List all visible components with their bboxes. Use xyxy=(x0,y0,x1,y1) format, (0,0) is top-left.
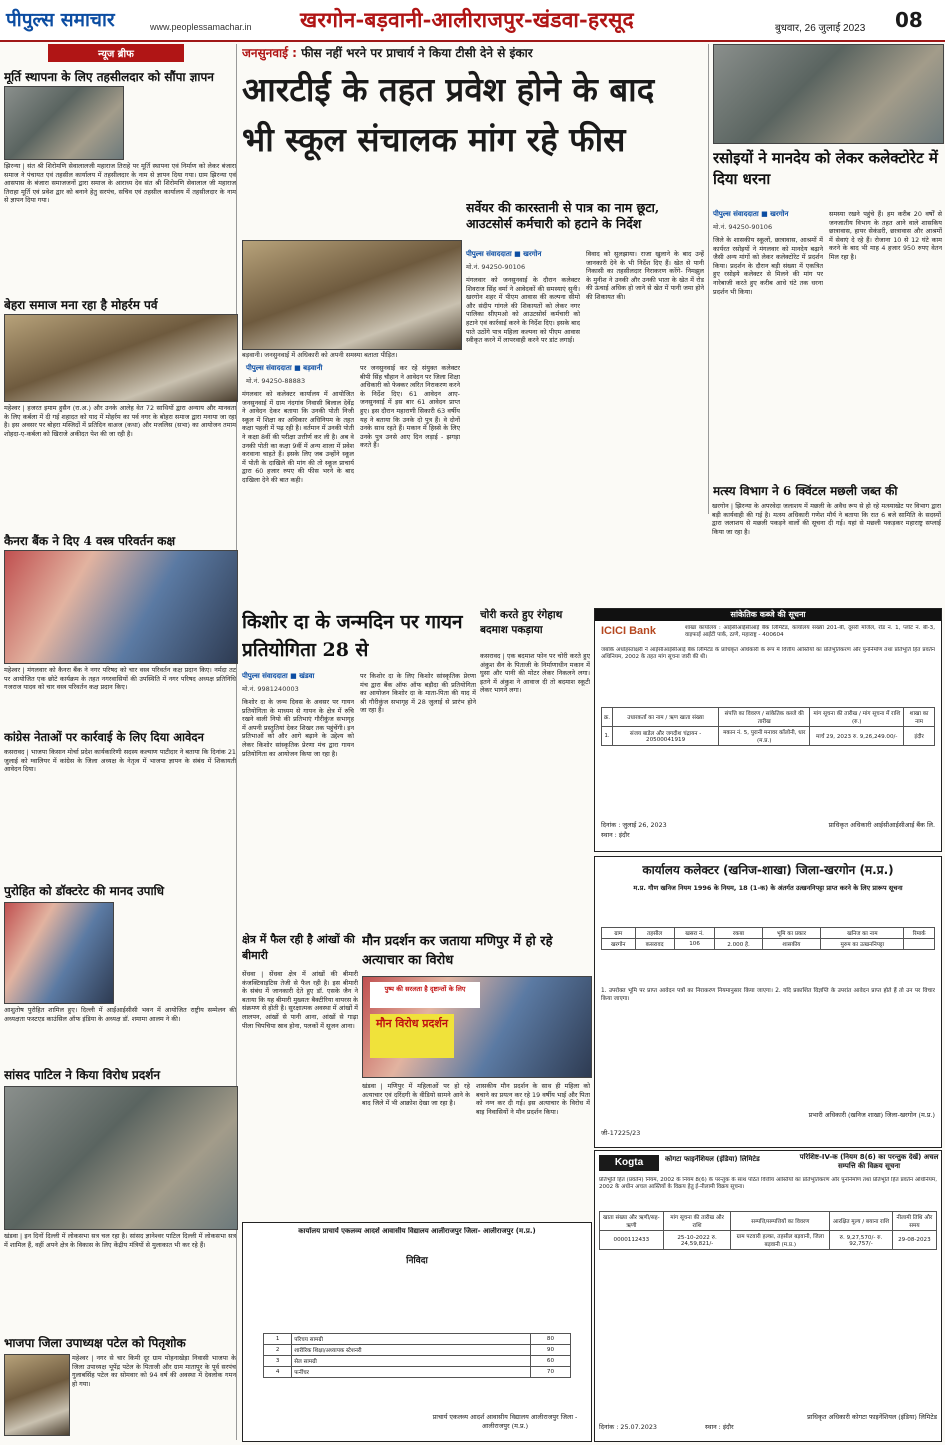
icici-signature: प्राधिकृत अधिकारी आईसीआईसीआई बैंक लि. xyxy=(828,821,935,829)
theft-body: कसरावद | एक बदमाश फोन पर चोरी करते हुए अंकुश सैन के पिताजी के निर्माणाधीन मकान में घुसा और पानी की मोटर लेकर निकलने लगा। इतने में अंकुश ने आवाज दी तो बदमाश स्कूटी लेकर भागने लगा। xyxy=(480,652,590,695)
brief-headline: कांग्रेस नेताओं पर कार्रवाई के लिए दिया आवेदन xyxy=(4,730,204,744)
collector-title: कार्यालय कलेक्टर (खनिज-शाखा) जिला-खरगोन (म.प्र.) xyxy=(642,863,894,877)
eye-headline: क्षेत्र में फैल रही है आंखों की बीमारी xyxy=(242,933,355,962)
fish-body: खरगोन | झिरन्या के अपरवेदा जलाशय में मछली के अवैध रूप से हो रहे मत्स्याखेट पर विभाग द्वारा बड़ी कार्यवाही की गई है। मत्स्य अधिकारी गणेश मौर्य ने बताया कि रात 6 बजे सामिति के सदस्यों द्वारा जलाशय से मछली पकड़ने वालों की सूचना दी गई। यहां से मछली पकड़कर महाराष्ट्र सप्लाई किया जा रहा है। xyxy=(712,502,941,536)
edition-title: खरगोन-बड़वानी-आलीराजपुर-खंडवा-हरसूद xyxy=(300,7,634,32)
collector-notice xyxy=(594,856,942,1148)
kishore-story xyxy=(242,608,476,928)
brief-photo xyxy=(4,902,114,1004)
poster-text: पुष्प की सरलता है दृष्टान्तों के लिए xyxy=(370,982,480,1008)
page-number: 08 xyxy=(895,8,923,32)
eye-story xyxy=(242,932,358,1218)
tender-notice xyxy=(242,1222,592,1442)
table-header: ग्राम xyxy=(602,928,636,939)
icici-date: दिनांक : जुलाई 26, 2023 xyxy=(601,821,667,829)
lead-kicker: जनसुनवाई : xyxy=(242,46,297,60)
rasoi-body: जिले के शासकीय स्कूलों, छात्रावास, आश्रमों में कार्यरत रसोइयों ने मंगलवार को मानदेय बढ़ाने जैसी अन्य मांगों को लेकर कलेक्टोरेट में प्रदर्शन किया। प्रदर्शन के दौरान बड़ी संख्या में एकत्रित हुए रसोइये कलेक्टर से मिलने की मांग पर नारेबाजी करते हुए करीब आधे घंटे तक धरना प्रदर्शन भी किया। xyxy=(713,236,823,296)
kogta-notice-title: परिशिष्ट-IV-क (नियम 8(6) का परन्तुक देखें) अचल सम्पत्ति की विक्रय सूचना xyxy=(799,1153,939,1170)
kishore-body: किशोर दा के जन्म दिवस के अवसर पर गायन प्रतियोगिता के माध्यम से गायन के क्षेत्र में रुचि रखने वाली नियो की प्रतिभाएं गौरीकुंज सभागृह में अपनी प्रस्तुतियां देकर शिखर तक पहुंचेंगी। इन प्रतिभाओं को और आगे बढ़ाने के उद्देश्य को लेकर किशोर सांस्कृतिक प्रेरणा मंच द्वारा गायन प्रतियोगिता का आयोजन किया जा रहा है। xyxy=(242,698,354,758)
survey-body: मंगलवार को जनसुनवाई के दौरान कलेक्टर शिवराज सिंह वर्मा ने आवेदकों की समस्याएं सुनी। खरगोन शहर में पीएम आवास की कल्पना सीमो और संदीप गांगले की शिकायतों को लेकर नगर पालिका सीएमओ को आउटसोर्स कर्मचारी को हटाने एवं कार्रवाई करने के निर्देश दिए। इसके बाद पाते उठोंगे पात्र महिला कल्पना को पीएम आवास स्वीकृत करने में लापरवाही करने पर डांट लगाई। xyxy=(466,276,580,345)
fish-headline: मत्स्य विभाग ने 6 क्विंटल मछली जब्त की xyxy=(713,484,898,498)
silent-body: शासकीय मौन प्रदर्शन के साथ ही महिला को बचाने का प्रयत्न कर रहे 19 वर्षीय भाई और पिता को नग्न कर दी गई। इस अत्याचार के विरोध में बाइ निवासियों ने मौन प्रदर्शन किया। xyxy=(476,1082,590,1116)
brief-headline: पुरोहित को डॉक्टरेट की मानद उपाधि xyxy=(4,884,165,898)
lead-story xyxy=(242,44,704,604)
table-header: खसरा नं. xyxy=(674,928,715,939)
table-row: खरगोन कसरावद 106 2.000 हे. शासकीय मुरुम का उत्खननिपट्टा xyxy=(602,939,935,950)
brief-body: कसरावद | भाजपा किसान मोर्चा प्रदेश कार्यकारिणी सदस्य कल्याण पाटीदार ने बताया कि दिनांक 21 जुलाई को ग्वालियर में कांग्रेस के जिला अध्यक्ष के नेतृत्व में भाजपा ज्ञापन के संबंध में शिकायती आवेदन दिया। xyxy=(4,748,236,774)
survey-mobile: मो.नं. 94250-90106 xyxy=(466,263,526,271)
silent-protest-story xyxy=(362,932,590,1218)
table-header: शाखा का नाम xyxy=(904,708,935,727)
obituary-photo xyxy=(4,1354,70,1436)
lead-mobile: मो.नं. 94250-88883 xyxy=(246,377,306,385)
table-header: क्र. xyxy=(602,708,613,727)
collector-body: 1. उपरोक्त भूमि पर प्राप्त आवेदन पत्रों का निराकरण नियमानुसार किया जाएगा। 2. यदि प्रकाशित विज्ञप्ति के उपरांत आवेदन प्राप्त होते हैं तो उन पर विचार किया जाएगा। xyxy=(601,988,935,1002)
collector-signature: प्रभारी अधिकारी (खनिज शाखा) जिला-खरगोन (म.प्र.) xyxy=(808,1111,935,1119)
table-header: उधारकर्ता का नाम / ऋण खाता संख्या xyxy=(613,708,719,727)
kogta-date: दिनांक : 25.07.2023 xyxy=(599,1423,657,1431)
brief-headline: बेहरा समाज मना रहा है मोहर्रम पर्व xyxy=(4,298,158,312)
kogta-table xyxy=(599,1211,937,1250)
brief-photo xyxy=(4,1086,238,1230)
lead-subhead: फीस नहीं भरने पर प्राचार्य ने किया टीसी देने से इंकार xyxy=(301,46,533,60)
masthead xyxy=(0,0,945,42)
icici-table xyxy=(601,707,935,746)
table-header: रिमार्क xyxy=(904,928,935,939)
table-header: मांग सूचना की तारीख और राशि xyxy=(663,1212,731,1231)
table-header: संपत्ति का विवरण / सांकेतिक कब्जे की तारीख xyxy=(719,708,810,727)
collector-ref: जी-17225/23 xyxy=(601,1129,641,1137)
brief-photo xyxy=(4,314,238,402)
survey-byline: पीपुल्स संवाददाता ■ खरगोन xyxy=(466,250,542,258)
brief-body: महेश्वर | मंगलवार को कैनरा बैंक ने नगर परिषद को चार वस्त्र परिवर्तन कक्ष प्रदान किए। नर्मदा तट पर आयोजित एक छोटे कार्यक्रम के तहत नगरवासियों की उपस्थिति में नगर परिषद अध्यक्ष प्रतिनिधि गजराज यादव को चार वस्त्र परिवर्तन कक्ष प्रदान किए। xyxy=(4,666,236,692)
lead-headline-line2: भी स्कूल संचालक मांग रहे फीस xyxy=(242,120,626,159)
lead-photo xyxy=(242,240,462,350)
lead-headline-line1: आरटीई के तहत प्रवेश होने के बाद xyxy=(242,70,655,109)
icici-body: जबकि अधोहस्ताक्षरी ने आईसीआईसीआई बैंक लिमिटेड के प्राधिकृत अधिकारी के रूप में वित्तीय आस्तियों का प्रतिभूतिकरण और पुनर्निर्माण तथा प्रतिभूति हित प्रवर्तन अधिनियम, 2002 के तहत मांग सूचना जारी की थी। xyxy=(601,647,935,660)
brief-body: महेश्वर | हजरत इमाम हुसैन (रा.अ.) और उनके आलेह वेत 72 साथियों द्वारा अन्याय और मानवता के लिए कर्बला में दी गई शहादत को याद में मोहर्रम का पर्व नगर के बोहरा समाज द्वारा मनाया जा रहा है। इस अवसर पर बोहरा मस्जिदों में प्रतिदिन वाअज (कथा) और मजलिस (सभा) का आयोजन तमाम शोहदा-ए-कर्बला को खिराजे अकीदत पेश की जा रही है। xyxy=(4,404,236,438)
brief-headline: मूर्ति स्थापना के लिए तहसीलदार को सौंपा ज्ञापन xyxy=(4,70,214,84)
news-brief-label: न्यूज ब्रीफ xyxy=(48,44,184,62)
survey-headline: सर्वेयर की कारस्तानी से पात्र का नाम छूटा, आउटसोर्स कर्मचारी को हटाने के निर्देश xyxy=(466,200,660,231)
icici-logo: ICICI Bank xyxy=(601,625,657,637)
kishore-byline: पीपुल्स संवाददाता ■ खंडवा xyxy=(242,672,315,680)
rasoi-story xyxy=(708,44,945,514)
collector-table xyxy=(601,927,935,950)
rasoi-mobile: मो.नं. 94250-90106 xyxy=(713,223,773,231)
table-row: 4 फर्नीचर 70 xyxy=(264,1367,571,1378)
brief-headline: कैनरा बैंक ने दिए 4 वस्त्र परिवर्तन कक्ष xyxy=(4,534,176,548)
tender-title: निविदा xyxy=(406,1256,428,1266)
kishore-headline: किशोर दा के जन्मदिन पर गायन प्रतियोगिता 28 से xyxy=(242,611,463,661)
survey-body-continued: विवाद को सुलझाया। राजा खुलाने के बाद उन्हें जानकारी देने के भी निर्देश दिए हैं। खेत से पानी निकासी का तहसीलदार निराकरण करेंगे- निमझुल के मुनीश ने उनकी और उनकी भाता के खेत में रोड की ऊंचाई अधिक हो जाने से खेत में पानी जमा होने की शिकायत की। xyxy=(586,250,704,301)
kishore-mobile: मो.नं. 9981240003 xyxy=(242,685,299,693)
lead-body-continued: पर जनसुनवाई कर रहे संयुक्त कलेक्टर बीपी सिंह चौहान ने आवेदन पर जिला शिक्षा अधिकारी को फेक्कर त्वरित निराकरण करने के निर्देश दिए। 61 आवेदन आए- जनसुनवाई में इस बार 61 आवेदन प्राप्त हुए। इस दौरान महाराणी सिकारी 63 वर्षीय यह ने बताया कि उनके दो पुत्र हैं। वे दोनों उनके साथ रहते हैं। मकान में हिस्से के लिए उनके पुत्र उनसे आए दिन लड़ाई - झगड़ा करते हैं। xyxy=(360,364,460,450)
table-header: सम्पत्ति/सम्पत्तियों का विवरण xyxy=(731,1212,830,1231)
brief-headline: भाजपा जिला उपाध्यक्ष पटेल को पितृशोक xyxy=(4,1336,186,1350)
lead-body: मंगलवार को कलेक्टर कार्यालय में आयोजित जनसुनवाई में ग्राम नंदगांव निवासी बिलाल देवेंद्र ने आवेदन देकर बताया कि उनकी पोती निजी स्कूल में शिक्षा का अधिकार अधिनियम के तहत कक्षा पहली में पढ़ रही है। वर्तमान में उनकी पोती ने कक्षा 8वीं की परीक्षा उत्तीर्ण कर ली है। अब वे उनकी पोती का कक्षा 9वीं में अन्य शाला में प्रवेश करवाना चाहते हैं। इसके लिए जब उन्होंने स्कूल में पोती के दाखिले की मांग की तो स्कूल प्राचार्य द्वारा 60 हजार रुपए की फीस भरने के बाद दाखिला देने की बात कही। xyxy=(242,390,354,484)
silent-headline: मौन प्रदर्शन कर जताया मणिपुर में हो रहे अत्याचार का विरोध xyxy=(362,934,553,968)
issue-date: बुधवार, 26 जुलाई 2023 xyxy=(775,23,866,34)
brief-body: झिरन्या | संत श्री शिरोमणि सेवालालजी महाराज तिराहे पर मूर्ति स्थापना एवं निर्माण को लेकर बंजारा समाज ने पंचायत एवं तहसील कार्यालय में तहसीलदार के नाम से ज्ञापन दिया गया। ग्राम झिरन्या एवं आसपास के बंजारा समाजजनों द्वारा समाज के आराध्य देव संत श्री शिरोमणि सेवालाल जी महाराज तिराहा मूर्ति एवं प्रवेश द्वार को बनाने हेतु सरपंच, सचिव एवं तहसील कार्यालय में तहसीलदार के नाम से ज्ञापन दिया गया। xyxy=(4,162,236,205)
brief-body: आशुतोष पुरोहित शामिल हुए। दिल्ली में आईआईसीसी भवन में आयोजित राष्ट्रीय सम्मेलन की अध्यक्षता फस्टएड काउंसिल ऑफ इंडिया के अध्यक्ष डॉ. शमामा आलम ने की। xyxy=(4,1006,236,1023)
silent-body-continued: खंडवा | मणिपुर में महिलाओं पर हो रहे अत्याचार एवं दरिंदगी के वीडियो सामने आने के बाद जिले में भी आक्रोश देखा जा रहा है। xyxy=(362,1082,470,1108)
brief-headline: सांसद पाटिल ने किया विरोध प्रदर्शन xyxy=(4,1068,161,1082)
kogta-signature: प्राधिकृत अधिकारी कोगटा फाइनेंशियल (इंडिया) लिमिटेड xyxy=(807,1413,937,1421)
rasoi-photo xyxy=(713,44,944,144)
kishore-body-continued: पर किशोर दा के लिए किशोर सांस्कृतिक प्रेरणा मंच द्वारा बैंक ऑफ ऑफ बड़ौदा की प्रतियोगिता का आयोजन किशोर दा के माता-पिता की याद में श्री गौरीकुंज सभागृह में 28 जुलाई से प्रारंभ होने जा रहा है। xyxy=(360,672,476,715)
kogta-body: प्रतिभूति हित (प्रवर्तन) नियम, 2002 के नियम 8(6) के परन्तुक के साथ पठित वित्तीय आस्तियों का प्रतिभूतिकरण और पुनर्निर्माण तथा प्रतिभूति हित प्रवर्तन अधिनियम, 2002 के अधीन अचल आस्तियों के विक्रय हेतु ई-नीलामी विक्रय सूचना। xyxy=(599,1177,937,1190)
table-row: 2 शारीरिक शिक्षा/अध्यापक स्टेशनरी 90 xyxy=(264,1345,571,1356)
table-header: आरक्षित मूल्य / बयाना राशि xyxy=(830,1212,893,1231)
icici-section-title: सांकेतिक कब्जे की सूचना xyxy=(595,609,941,621)
brief-body: महेश्वर | नगर से चार किमी दूर ग्राम मोहनाखेड़ा निवासी भाजपा के जिला उपाध्यक्ष भूपेंद्र पटेल के पिताजी और ग्राम मातापुर के पूर्व सरपंच गुलाबसिंह पटेल का सोमवार को 94 वर्ष की अवस्था में देवलोक गमन हो गया। xyxy=(72,1354,236,1388)
table-row: 1 परिचय सामग्री 80 xyxy=(264,1334,571,1345)
news-brief-column xyxy=(4,44,237,1440)
tender-table xyxy=(263,1333,571,1378)
tender-footer: प्राचार्य एकलव्य आदर्श आवासीय विद्यालय आलीराजपुर जिला - आलीराजपुर (म.प्र.) xyxy=(432,1413,578,1430)
table-row: 0000112433 25-10-2022 रु. 24,59,821/- ग्राम पटवारी हल्का, तहसील बड़वानी, जिला बड़वानी (म.प्र.) रु. 9,27,570/- रु. 92,757/- 29-08-2023 xyxy=(600,1231,937,1250)
kogta-place: स्थान : इंदौर xyxy=(705,1423,734,1431)
newspaper-logo: पीपुल्स समाचार xyxy=(6,9,115,31)
table-header: भूमि का प्रकार xyxy=(762,928,821,939)
table-row: 1. संजय बाडेल और जगदीश चंद्रायन - 20500041919 मकान नं. 5, पुरानी मनावर कॉलोनी, धार (म.प्र.) मार्च 29, 2023 रु. 9,26,249.00/- इंदौर xyxy=(602,727,935,746)
table-header: नीलामी तिथि और समय xyxy=(892,1212,936,1231)
kogta-notice xyxy=(594,1150,942,1442)
collector-subtitle: म.प्र. गौण खनिज नियम 1996 के नियम, 18 (1-क) के अंतर्गत उत्खननिपट्टा प्राप्त करने के लिए प्रारूप सूचना xyxy=(633,884,903,892)
table-header: खाता संख्या और ऋणी/सह-ऋणी xyxy=(600,1212,664,1231)
table-row: 3 सेल सामग्री 60 xyxy=(264,1356,571,1367)
lead-byline: पीपुल्स संवाददाता ■ बड़वानी xyxy=(246,364,323,372)
kogta-title: कोगटा फाइनेंशियल (इंडिया) लिमिटेड xyxy=(665,1155,760,1163)
table-header: तहसील xyxy=(635,928,674,939)
lead-photo-caption: बड़वानी। जनसुनवाई में अधिकारी को अपनी समस्या बताता पीड़ित। xyxy=(242,351,398,359)
rasoi-body-continued: समस्या रखने पहुंचे हैं। हम करीब 20 वर्षों से जनजातीय विभाग के तहत आने वाले शासकिय छात्रावास, हायर सेकंडरी, छात्रावास और आश्रमों में सेवाएं दे रहे हैं। रोजाना 10 से 12 घंटे काम करने के बाद भी माह 4 हजार 950 रुपए वेतन मिल रहा है। xyxy=(829,210,942,261)
table-header: खनिज का नाम xyxy=(821,928,904,939)
brief-body: खंडवा | इन दिनों दिल्ली में लोकसभा सत्र चल रहा है। सांसद ज्ञानेश्वर पाटिल दिल्ली में लोकसभा सत्र में शामिल हैं, वहीं अपने क्षेत्र के विकास के लिए केंद्रीय मंत्रियों से मुलाकात भी कर रहे हैं। xyxy=(4,1232,236,1249)
placard-text: मौन विरोध प्रदर्शन xyxy=(370,1014,454,1058)
website-url[interactable]: www.peoplessamachar.in xyxy=(150,22,252,32)
eye-body: सेंधवा | सेंधवा क्षेत्र में आंखों की बीमारी कंजक्टिवाइटिस तेजी से फैल रही है। इस बीमारी के संबंध में जानकारी देते हुए डॉ. एसके जैन ने बताया कि यह बीमारी मुख्यतः बैक्टीरिया वायरस के संक्रमण से होती है। सुरक्षात्मक अवस्था में आंखों में लालपन, आंखों से पानी आना, आंखों से गाढ़ा पीला चिपचिपा स्राव होना, पलकों में सूजन आना। xyxy=(242,970,358,1030)
icici-branch: शाखा कार्यालय : आईसीआईसीआई बैंक लिमिटेड, कार्यालय संख्या 201-बी, दूसरी मंजिल, रोड नं. 1, प्लॉट नं. बी-3, वाइफाई आईटी पार्क, ठाणे, महाराष्ट्र - 400604 xyxy=(685,625,935,638)
tender-header: कार्यालय प्राचार्य एकलव्य आदर्श आवासीय विद्यालय आलीराजपुर जिला- आलीराजपुर (म.प्र.) xyxy=(298,1227,536,1235)
kogta-logo: Kogta xyxy=(599,1155,659,1171)
theft-headline: चोरी करते हुए रंगेहाथ बदमाश पकड़ाया xyxy=(480,609,563,636)
rasoi-headline: रसोइयों ने मानदेय को लेकर कलेक्टोरेट में दिया धरना xyxy=(713,149,938,188)
icici-place: स्थान : इंदौर xyxy=(601,831,630,839)
brief-photo xyxy=(4,86,124,160)
table-header: रकबा xyxy=(715,928,762,939)
theft-story xyxy=(480,608,590,928)
table-header: मांग सूचना की तारीख / मांग सूचना में राशि (रु.) xyxy=(810,708,904,727)
icici-notice xyxy=(594,608,942,852)
brief-photo xyxy=(4,550,238,664)
rasoi-byline: पीपुल्स संवाददाता ■ खरगोन xyxy=(713,210,789,218)
